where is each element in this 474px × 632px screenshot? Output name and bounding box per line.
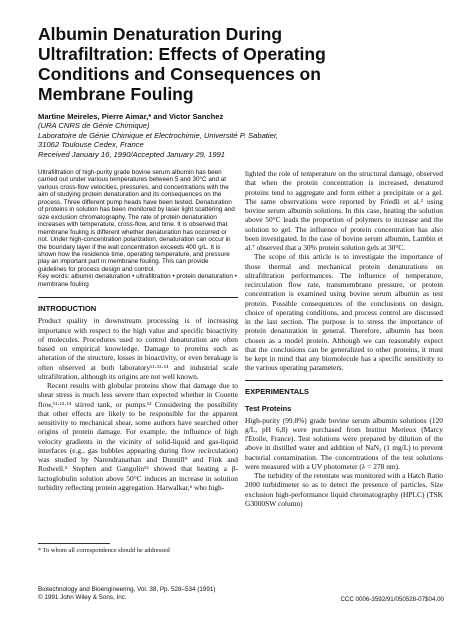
- copyright-notice: © 1991 John Wiley & Sons, Inc.: [38, 594, 127, 601]
- section-divider: [245, 380, 443, 381]
- affiliation-line: 31062 Toulouse Cedex, France: [38, 140, 144, 150]
- introduction-paragraph: Recent results with globular proteins show that damage due to shear stress is much less severe than expected whether in Couette flow,¹¹·¹³·¹⁴ stirred tank, or pumps.¹³ Considering the possibility that other effects are likely to be responsible for the apparent sensitivity to mechanical shear, some authors have searched other origins of protein damage. For example, the influence of high velocity gradients in the vicinity of solid-liquid and gas-liquid interfaces (e.g., gas bubbles appearing during flow recirculation) was studied by Narendranathan and Dunnill⁹ and Fink and Rodwell.⁵ Stephen and Gangulin¹⁵ showed that heating a β-lactoglobulin solution above 50°C induces an increase in solution turbidity reflecting protein aggregation. Harwalkar,⁶ who high-: [38, 381, 238, 492]
- footnote-divider: [38, 543, 110, 544]
- abstract: Ultrafiltration of high-purity grade bovine serum albumin has been carried out under various temperatures between 5 and 30°C and at various cross-flow velocities, pressures, and concentrations with the aim of studying protein denaturation and its consequences on the process. Three different pump heads have been tested. Denaturation of proteins in solution has been monitored by laser light scattering and size exclusion chromatography. The rate of protein denaturation increases with temperature, cross-flow, and time. It is observed that membrane fouling is different whether denaturation has occurred or not. Under high-concentration polarization, denaturation can occur in the boundary layer if the wall concentration exceeds 400 g/L. It is shown how the residence time, operating temperature, and pressure play an important part in membrane fouling. This can provide guidelines for process design and control.: [38, 169, 235, 273]
- author-names: Martine Meireles, Pierre Aimar,* and Victor Sanchez: [38, 112, 224, 121]
- body-paragraph: The scope of this article is to investigate the importance of those thermal and mechanical protein denaturations on ultrafiltration performances. The influence of temperature, recirculation flow rate, transmembrane pressure, or protein concentration is examined using bovine serum albumin as test protein. Possible consequences of the conclusions on design, choice of operating conditions, and process control are discussed in the last section. The purpose is to stress the importance of protein denaturation in general. Therefore, albumin has been chosen as a model protein. Although we can reasonably expect that the conclusions can be generalized to other proteins, it must be kept in mind that any biomolecule has a specific sensitivity to the various operating parameters.: [245, 252, 443, 373]
- section-divider: [38, 297, 238, 298]
- experimentals-heading: EXPERIMENTALS: [245, 386, 309, 396]
- body-paragraph: lighted the role of temperature on the structural damage, observed that when the protein concentration is increased, denatured proteins tend to aggregate and form either a precipitate or a gel. The same observations were reported by Friedli et al.² using bovine serum albumin solutions. In this case, heating the solution above 50°C leads the proportion of polymers to increase and the solution to gel. The influence of protein concentration has also been investigated. In the case of bovine serum albumin, Lambin et al.⁷ observed that a 30% protein solution gels at 30°C.: [245, 169, 443, 252]
- title-line: Membrane Fouling: [38, 84, 194, 104]
- keywords: Key words: albumin denaturation • ultrafiltration • protein denaturation • membrane fouling: [38, 273, 237, 288]
- title-line: Ultrafiltration: Effects of Operating: [38, 44, 326, 64]
- test-proteins-heading: Test Proteins: [245, 403, 292, 413]
- affiliation-line: (URA CNRS de Génie Chimique): [38, 121, 150, 131]
- received-dates: Received January 16, 1990/Accepted January 29, 1991: [38, 150, 226, 159]
- author-block: [38, 112, 438, 150]
- left-column: [38, 169, 238, 492]
- title-line: Conditions and Consequences on: [38, 64, 321, 84]
- ccc-code: CCC 0006-3592/91/050528-07$04.00: [340, 596, 444, 603]
- title-line: Albumin Denaturation During: [38, 24, 283, 44]
- right-column: [245, 169, 443, 508]
- introduction-heading: INTRODUCTION: [38, 304, 97, 314]
- introduction-paragraph: Product quality in downstream processing is of increasing importance with respect to the high value and specific bioactivity of molecules. Procedures used to control denaturation are often based on empirical knowledge. Damage to proteins such as alteration of the structure, losses in bioactivity, or even breakage is often observed at both laboratory¹¹·¹³·¹⁴ and industrial scale ultrafiltration, although its origins are not well known.: [38, 316, 238, 381]
- footnote: * To whom all correspondence should be addressed: [38, 547, 170, 554]
- article-title: [38, 24, 438, 104]
- experimentals-paragraph: The turbidity of the retentate was monitored with a Hatch Ratio 2000 turbidimeter so as to detect the presence of particles. Size exclusion high-performance liquid chromatography (HPLC) (TSK G3000SW column): [245, 471, 443, 508]
- journal-footer: [38, 586, 268, 602]
- affiliation-line: Laboratoire de Génie Chimique et Electrochimie, Université P. Sabatier,: [38, 130, 279, 140]
- journal-citation: Biotechnology and Bioengineering, Vol. 38, Pp. 528–534 (1991): [38, 586, 216, 593]
- experimentals-paragraph: High-purity (99.8%) grade bovine serum albumin solutions (120 g/L, pH 6,8) were purchased from Institut Merieux (Marcy l'Etoile, France). Test solutions were prepared by dilution of the above in distilled water and addition of NaN₃ (1 mg/L) to prevent bacterial contamination. The concentrations of the test solutions were measured with a UV photometer (λ = 278 nm).: [245, 415, 443, 471]
